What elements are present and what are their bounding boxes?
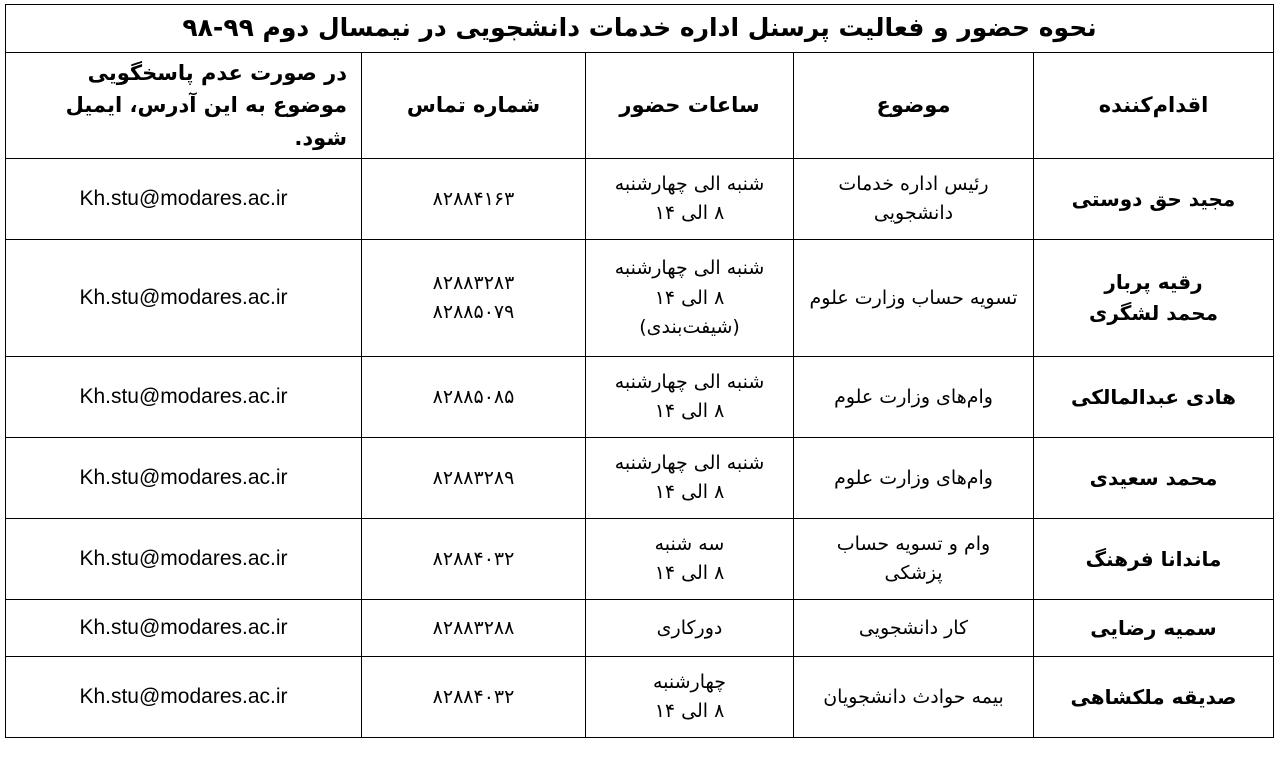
actor-line: محمد لشگری <box>1089 301 1218 326</box>
cell-phone <box>362 657 586 738</box>
page-title: نحوه حضور و فعالیت پرسنل اداره خدمات دانشجویی در نیمسال دوم ۹۹-۹۸ <box>5 5 1273 53</box>
cell-phone <box>362 438 586 519</box>
cell-email[interactable]: Kh.stu@modares.ac.ir <box>5 159 361 240</box>
column-header-note: در صورت عدم پاسخگویی موضوع به این آدرس، ایمیل شود. <box>5 52 361 159</box>
phone-line: ۸۲۸۸۴۱۶۳ <box>432 187 515 210</box>
cell-email[interactable]: Kh.stu@modares.ac.ir <box>5 357 361 438</box>
subject-line: وام‌های وزارت علوم <box>834 385 993 408</box>
hours-line: (شیفت‌بندی) <box>639 316 740 339</box>
hours-line: چهارشنبه <box>652 670 727 693</box>
column-header-subject: موضوع <box>794 52 1034 159</box>
column-header-actor: اقدام‌کننده <box>1034 52 1274 159</box>
subject-line: رئیس اداره خدمات <box>838 172 989 195</box>
cell-phone <box>362 159 586 240</box>
phone-line: ۸۲۸۸۴۰۳۲ <box>432 547 515 570</box>
cell-actor: صدیقه ملکشاهی <box>1034 657 1274 738</box>
hours-line: شنبه الی چهارشنبه <box>614 370 765 393</box>
hours-line: شنبه الی چهارشنبه <box>614 451 765 474</box>
table-row <box>5 357 1273 438</box>
cell-email[interactable]: Kh.stu@modares.ac.ir <box>5 600 361 657</box>
table-row <box>5 657 1273 738</box>
hours-line: ۸ الی ۱۴ <box>654 562 725 585</box>
hours-line: ۸ الی ۱۴ <box>654 400 725 423</box>
phone-line: ۸۲۸۸۳۲۸۹ <box>432 466 515 489</box>
table-title-row <box>5 5 1273 53</box>
subject-line: بیمه حوادث دانشجویان <box>823 685 1004 708</box>
cell-subject <box>794 240 1034 357</box>
hours-line: سه شنبه <box>654 532 725 555</box>
table-row <box>5 159 1273 240</box>
subject-line: کار دانشجویی <box>858 616 969 639</box>
phone-line: ۸۲۸۸۴۰۳۲ <box>432 685 515 708</box>
table-row <box>5 240 1273 357</box>
cell-subject <box>794 657 1034 738</box>
cell-phone <box>362 357 586 438</box>
cell-email[interactable]: Kh.stu@modares.ac.ir <box>5 240 361 357</box>
column-header-hours: ساعات حضور <box>586 52 794 159</box>
table-row <box>5 600 1273 657</box>
personnel-schedule-table <box>5 4 1274 738</box>
cell-hours <box>586 438 794 519</box>
cell-hours <box>586 357 794 438</box>
hours-line: شنبه الی چهارشنبه <box>614 172 765 195</box>
cell-actor: سمیه رضایی <box>1034 600 1274 657</box>
hours-line: ۸ الی ۱۴ <box>654 286 725 309</box>
actor-line: رقیه پربار <box>1104 270 1203 295</box>
cell-hours <box>586 600 794 657</box>
cell-phone <box>362 600 586 657</box>
table-row <box>5 519 1273 600</box>
cell-actor <box>1034 240 1274 357</box>
cell-actor: مجید حق دوستی <box>1034 159 1274 240</box>
phone-line: ۸۲۸۸۵۰۸۵ <box>432 385 515 408</box>
hours-line: ۸ الی ۱۴ <box>654 700 725 723</box>
subject-line: دانشجویی <box>873 202 954 225</box>
hours-line: دورکاری <box>656 616 723 639</box>
phone-line: ۸۲۸۸۵۰۷۹ <box>432 301 515 324</box>
cell-phone <box>362 519 586 600</box>
cell-subject <box>794 519 1034 600</box>
cell-hours <box>586 240 794 357</box>
hours-line: شنبه الی چهارشنبه <box>614 257 765 280</box>
cell-email[interactable]: Kh.stu@modares.ac.ir <box>5 519 361 600</box>
subject-line: وام‌های وزارت علوم <box>834 466 993 489</box>
column-header-phone: شماره تماس <box>362 52 586 159</box>
cell-actor: ماندانا فرهنگ <box>1034 519 1274 600</box>
cell-hours <box>586 159 794 240</box>
hours-line: ۸ الی ۱۴ <box>654 481 725 504</box>
phone-line: ۸۲۸۸۳۲۸۸ <box>432 616 515 639</box>
phone-line: ۸۲۸۸۳۲۸۳ <box>432 271 515 294</box>
cell-hours <box>586 519 794 600</box>
cell-actor: هادی عبدالمالکی <box>1034 357 1274 438</box>
cell-actor: محمد سعیدی <box>1034 438 1274 519</box>
table-header-row <box>5 52 1273 159</box>
subject-line: پزشکی <box>884 562 943 585</box>
subject-line: تسویه حساب وزارت علوم <box>809 286 1018 309</box>
cell-subject <box>794 357 1034 438</box>
cell-hours <box>586 657 794 738</box>
hours-line: ۸ الی ۱۴ <box>654 202 725 225</box>
cell-subject <box>794 438 1034 519</box>
cell-subject <box>794 159 1034 240</box>
cell-email[interactable]: Kh.stu@modares.ac.ir <box>5 657 361 738</box>
subject-line: وام و تسویه حساب <box>836 532 991 555</box>
table-row <box>5 438 1273 519</box>
cell-phone <box>362 240 586 357</box>
cell-email[interactable]: Kh.stu@modares.ac.ir <box>5 438 361 519</box>
cell-subject <box>794 600 1034 657</box>
